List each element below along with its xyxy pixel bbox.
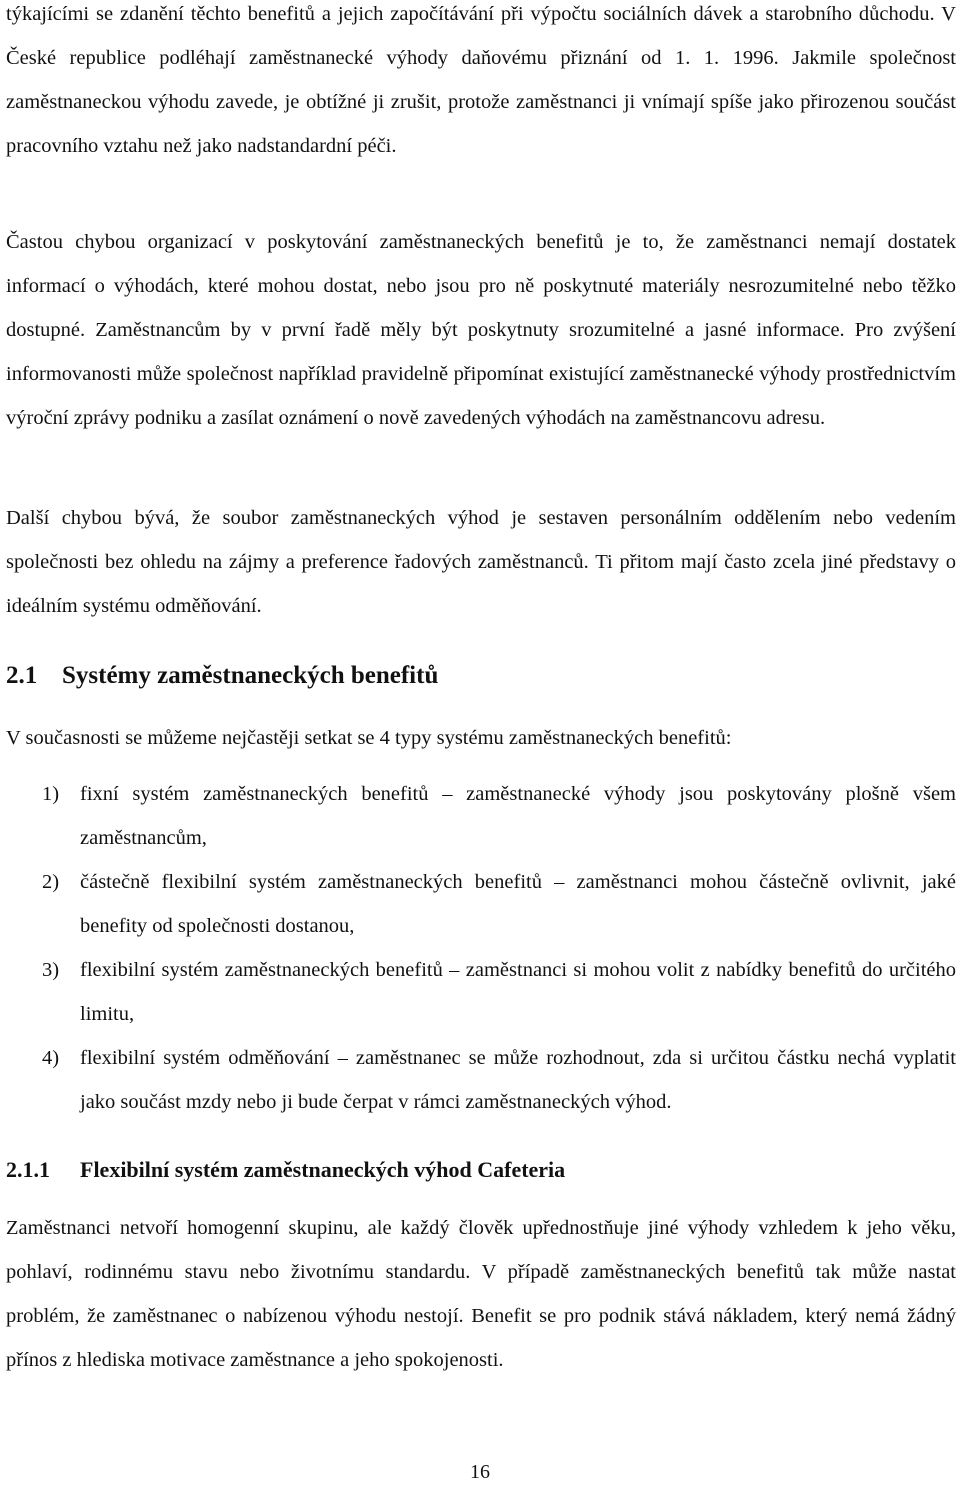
list-item (6, 772, 956, 860)
paragraph-benefits-taxation: týkajícími se zdanění těchto benefitů a jejich započítávání při výpočtu sociálních dávek a starobního důchodu. V České republice podléhají zaměstnanecké výhody daňovému přiznání od 1. 1. 1996. Jakmile společnost zaměstnaneckou výhodu zavede, je obtížné ji zrušit, protože zaměstnanci ji vnímají spíše jako přirozenou součást pracovního vztahu než jako nadstandardní péči. (6, 3, 956, 157)
subsection-heading (6, 1148, 565, 1192)
list-marker: 1) (42, 783, 60, 805)
list-item-text: flexibilní systém odměňování – zaměstnanec se může rozhodnout, zda si určitou částku nechá vyplatit jako součást mzdy nebo ji bude čerpat v rámci zaměstnaneckých výhod. (80, 1047, 956, 1113)
list-item (6, 1036, 956, 1124)
paragraph-cafeteria: Zaměstnanci netvoří homogenní skupinu, ale každý člověk upřednostňuje jiné výhody vzhledem k jeho věku, pohlaví, rodinnému stavu nebo životnímu standardu. V případě zaměstnaneckých benefitů tak může nastat problém, že zaměstnanec o nabízenou výhodu nestojí. Benefit se pro podnik stává nákladem, který nemá žádný přínos z hlediska motivace zaměstnance a jeho spokojenosti. (6, 1217, 956, 1371)
list-item-text: flexibilní systém zaměstnaneckých benefitů – zaměstnanci si mohou volit z nabídky benefitů do určitého limitu, (80, 959, 956, 1025)
subsection-title: Flexibilní systém zaměstnaneckých výhod Cafeteria (80, 1157, 566, 1182)
benefit-systems-list (6, 772, 956, 1124)
page-number: 16 (470, 1461, 490, 1483)
list-item-text: fixní systém zaměstnaneckých benefitů – zaměstnanecké výhody jsou poskytovány plošně všem zaměstnancům, (80, 783, 956, 849)
list-item-text: částečně flexibilní systém zaměstnaneckých benefitů – zaměstnanci mohou částečně ovlivnit, jaké benefity od společnosti dostanou, (80, 871, 956, 937)
list-item (6, 860, 956, 948)
paragraph-information-mistake: Častou chybou organizací v poskytování zaměstnaneckých benefitů je to, že zaměstnanci nemají dostatek informací o výhodách, které mohou dostat, nebo jsou pro ně poskytnuté materiály nesrozumitelné nebo těžko dostupné. Zaměstnancům by v první řadě měly být poskytnuty srozumitelné a jasné informace. Pro zvýšení informovanosti může společnost například pravidelně připomínat existující zaměstnanecké výhody prostřednictvím výroční zprávy podniku a zasílat oznámení o nově zavedených výhodách na zaměstnancovu adresu. (6, 231, 956, 429)
section-title: Systémy zaměstnaneckých benefitů (62, 662, 439, 689)
paragraph-preferences-mistake: Další chybou bývá, že soubor zaměstnaneckých výhod je sestaven personálním oddělením nebo vedením společnosti bez ohledu na zájmy a preference řadových zaměstnanců. Ti přitom mají často zcela jiné představy o ideálním systému odměňování. (6, 507, 956, 617)
subsection-number: 2.1.1 (6, 1157, 50, 1182)
section-number: 2.1 (6, 662, 38, 689)
paragraph-systems-intro: V současnosti se můžeme nejčastěji setkat se 4 typy systému zaměstnaneckých benefitů: (6, 727, 732, 749)
list-marker: 4) (42, 1047, 60, 1069)
section-heading (6, 654, 438, 698)
list-marker: 2) (42, 871, 60, 893)
list-marker: 3) (42, 959, 60, 981)
list-item (6, 948, 956, 1036)
